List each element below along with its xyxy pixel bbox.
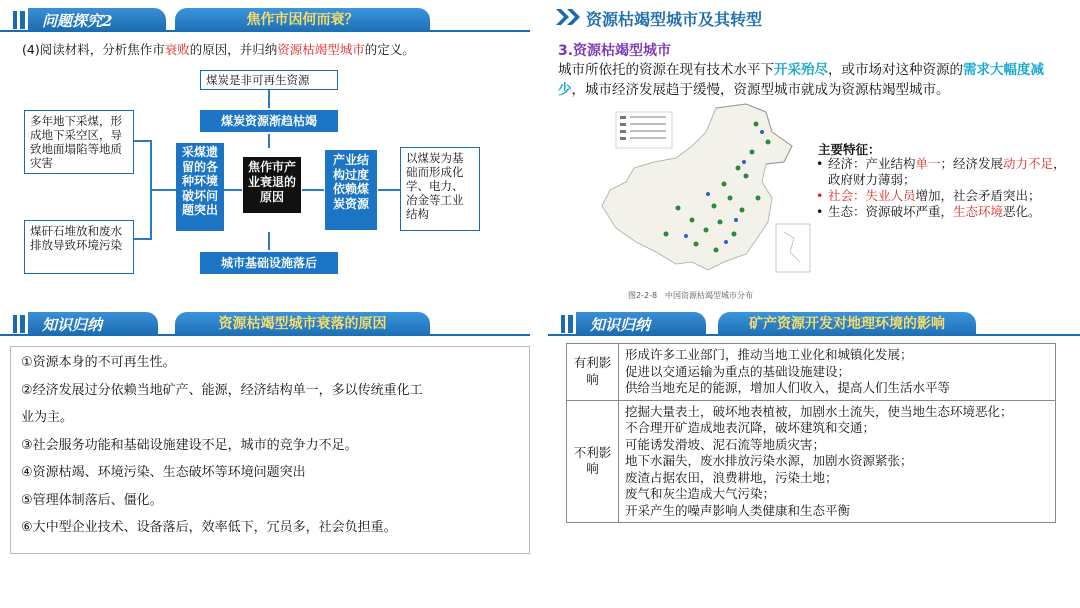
impact-table — [566, 343, 1056, 523]
panel4-tab-text: 知识归纳 — [590, 316, 651, 334]
box-coal-depletion: 煤炭资源渐趋枯竭 — [200, 110, 338, 132]
feature-society: • 社会：失业人员增加，社会矛盾突出； — [816, 188, 1041, 203]
reason-item: ⑥大中型企业技术、设备落后，效率低下，冗员多，社会负担重。 — [21, 520, 397, 535]
panel2-title: 资源枯竭型城市及其转型 — [586, 10, 763, 29]
table-row-negative — [567, 400, 1056, 523]
box-subsidence: 多年地下采煤，形成地下采空区，导致地面塌陷等地质灾害 — [24, 110, 134, 174]
box-pollution: 煤矸石堆放和废水排放导致环境污染 — [24, 220, 134, 274]
panel2-definition: 城市所依托的资源在现有技术水平下开采殆尽，或市场对这种资源的需求大幅度减少，城市经济发展趋于缓慢，资源型城市就成为资源枯竭型城市。 — [558, 62, 1044, 98]
positive-cell: 形成许多工业部门，推动当地工业化和城镇化发展； 促进以交通运输为重点的基础设施建设； 供给当地充足的能源，增加人们收入，提高人们生活水平等 — [619, 344, 1056, 401]
negative-cell: 挖掘大量表土，破坏地表植被，加剧水土流失，使当地生态环境恶化； 不合理开矿造成地表沉降，破坏建筑和交通； 可能诱发滑坡、泥石流等地质灾害； 地下水漏失，废水排放污染水源，加剧水资源紧张； 废渣占据农田，浪费耕地，污染土地； 废气和灰尘造成大气污染； 开采产生的噪声影响人类健康和生态平衡 — [619, 400, 1056, 523]
reason-item: 业为主。 — [21, 410, 74, 425]
box-industry-structure: 产业结构过度依赖煤炭资源 — [325, 150, 377, 230]
reason-item: ④资源枯竭、环境污染、生态破坏等环境问题突出 — [21, 465, 306, 480]
features-title: 主要特征： — [818, 142, 881, 157]
map-caption: 图2-2-8 中国资源枯竭型城市分布 — [628, 291, 754, 300]
box-environment-damage: 采煤遗留的各种环境破坏问题突出 — [176, 143, 224, 231]
panel3-title: 资源枯竭型城市衰落的原因 — [175, 312, 430, 336]
box-infrastructure: 城市基础设施落后 — [200, 252, 338, 274]
reason-item: ①资源本身的不可再生性。 — [21, 355, 176, 370]
feature-ecology: • 生态：资源破坏严重，生态环境恶化。 — [816, 204, 1041, 219]
chevron-double-icon — [553, 6, 583, 28]
feature-economy: • 经济：产业结构单一；经济发展动力不足，政府财力薄弱； — [816, 156, 1066, 187]
panel1-title: 焦作市因何而衰？ — [175, 8, 430, 32]
box-coal-based-industry: 以煤炭为基础而形成化学、电力、冶金等工业结构 — [400, 147, 480, 231]
box-center-cause: 焦作市产业衰退的原因 — [243, 157, 301, 213]
reason-item: ②经济发展过分依赖当地矿产、能源，经济结构单一，多以传统重化工 — [21, 382, 423, 398]
panel1-tab — [28, 8, 166, 32]
panel1-tab-text: 问题探究2 — [42, 12, 113, 30]
china-map — [596, 102, 814, 298]
panel1-question: (4)阅读材料，分析焦作市衰败的原因，并归纳资源枯竭型城市的定义。 — [22, 42, 415, 57]
positive-label: 有利影响 — [567, 344, 619, 401]
note-nonrenewable: 煤炭是非可再生资源 — [200, 70, 338, 90]
negative-label: 不利影响 — [567, 400, 619, 523]
panel3-tab — [28, 312, 158, 336]
decline-reasons-list — [10, 346, 530, 554]
panel3-tab-text: 知识归纳 — [42, 316, 103, 334]
panel4-tab — [576, 312, 706, 336]
panel4-title: 矿产资源开发对地理环境的影响 — [718, 312, 976, 336]
reason-item: ⑤管理体制落后、僵化。 — [21, 492, 163, 508]
table-row-positive — [567, 344, 1056, 401]
features-list — [816, 156, 1076, 220]
panel2-subtitle: 3.资源枯竭型城市 — [558, 43, 672, 59]
reason-item: ③社会服务功能和基础设施建设不足，城市的竞争力不足。 — [21, 437, 358, 453]
